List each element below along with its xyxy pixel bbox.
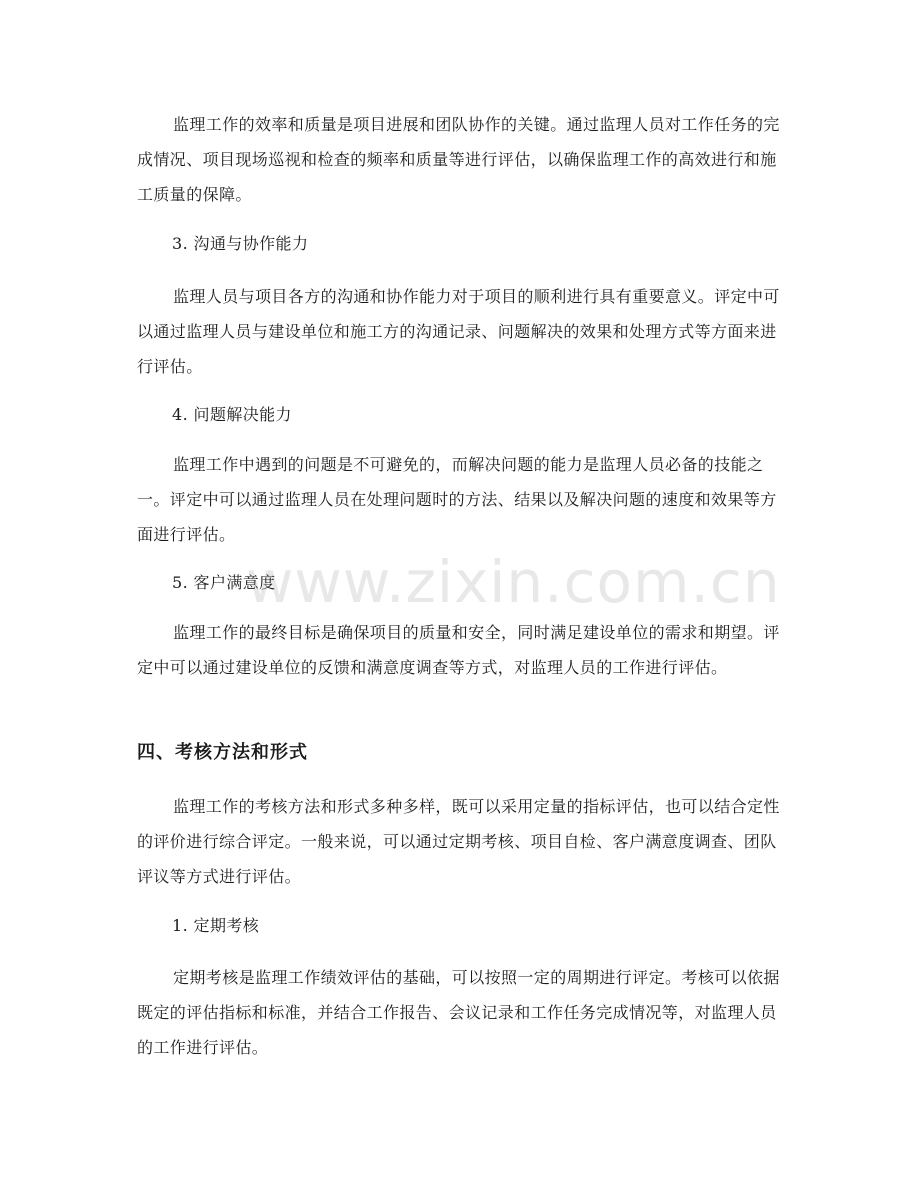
paragraph-efficiency: 监理工作的效率和质量是项目进展和团队协作的关键。通过监理人员对工作任务的完成情况、项目现场巡视和检查的频率和质量等进行评估，以确保监理工作的高效进行和施工质量的保障。 [137,115,780,204]
watermark: www.zixin.com.cn [246,548,781,616]
section-title: 四、考核方法和形式 [137,742,308,763]
subheading-periodic-review: 1. 定期考核 [172,916,260,935]
paragraph-problem-solving: 监理工作中遇到的问题是不可避免的，而解决问题的能力是监理人员必备的技能之一。评定中可以通过监理人员在处理问题时的方法、结果以及解决问题的速度和效果等方面进行评估。 [137,455,777,544]
paragraph-periodic-review: 定期考核是监理工作绩效评估的基础，可以按照一定的周期进行评定。考核可以依据既定的评估指标和标准，并结合工作报告、会议记录和工作任务完成情况等，对监理人员的工作进行评估。 [137,968,780,1057]
subheading-problem-solving: 4. 问题解决能力 [172,405,292,424]
paragraph-communication: 监理人员与项目各方的沟通和协作能力对于项目的顺利进行具有重要意义。评定中可以通过监理人员与建设单位和施工方的沟通记录、问题解决的效果和处理方式等方面来进行评估。 [137,287,780,376]
paragraph-customer-satisfaction: 监理工作的最终目标是确保项目的质量和安全，同时满足建设单位的需求和期望。评定中可以通过建设单位的反馈和满意度调查等方式，对监理人员的工作进行评估。 [137,623,780,677]
subheading-customer-satisfaction: 5. 客户满意度 [172,573,276,592]
paragraph-methods: 监理工作的考核方法和形式多种多样，既可以采用定量的指标评估，也可以结合定性的评价进行综合评定。一般来说，可以通过定期考核、项目自检、客户满意度调查、团队评议等方式进行评估。 [137,797,780,886]
subheading-communication: 3. 沟通与协作能力 [172,234,309,253]
